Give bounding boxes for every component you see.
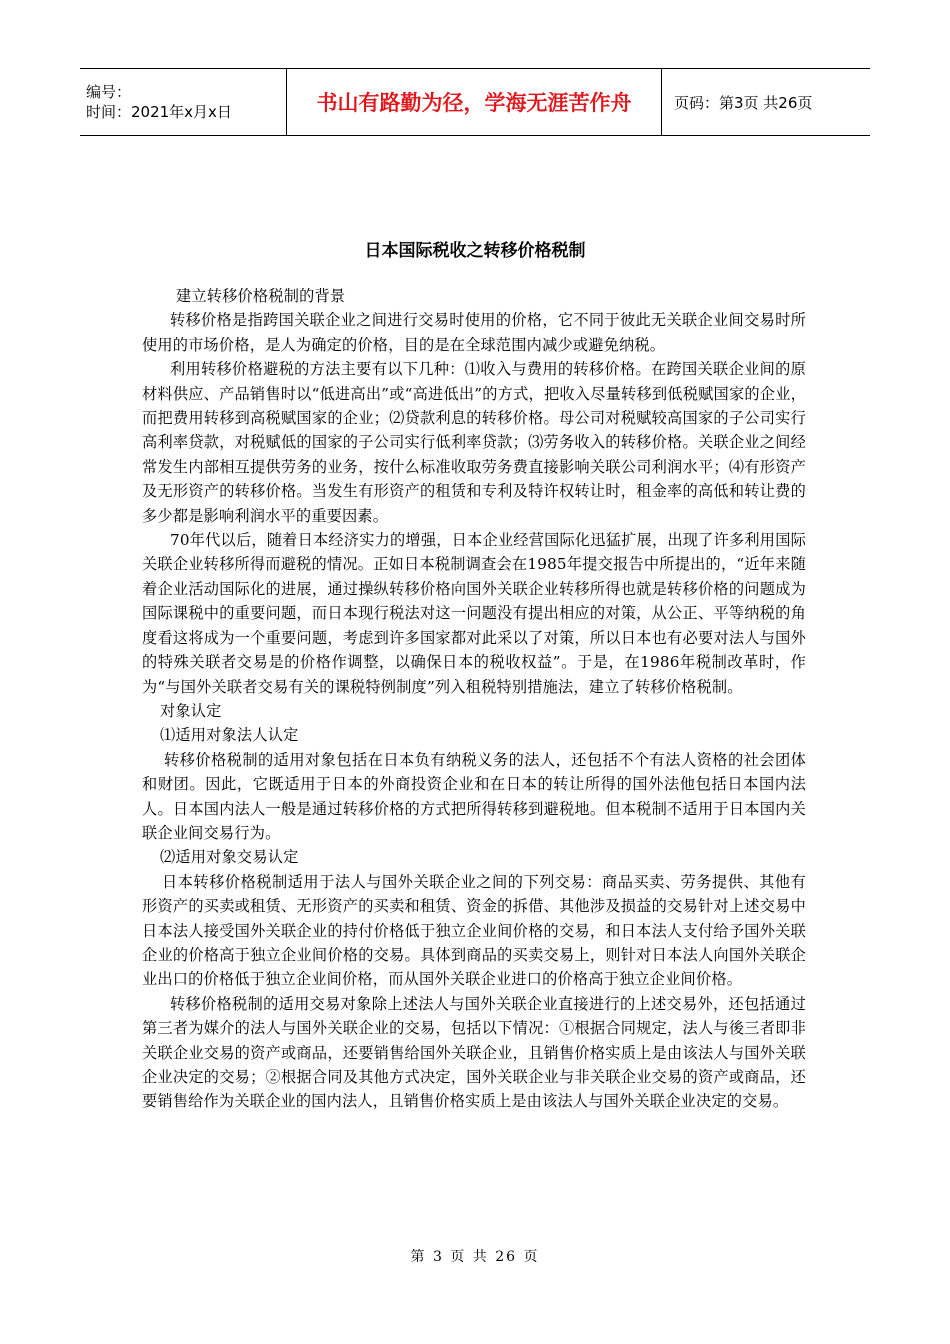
- paragraph: 转移价格税制的适用对象包括在日本负有纳税义务的法人，还包括不个有法人资格的社会团体和财团。因此，它既适用于日本的外商投资企业和在日本的转让所得的国外法他包括日本国内法人。日本国内法人一般是通过转移价格的方式把所得转移到避税地。但本税制不适用于日本国内关联企业间交易行为。: [142, 750, 806, 842]
- document-body: [142, 284, 806, 1114]
- subheading-transaction: ⑵适用对象交易认定: [160, 848, 299, 867]
- page-header: [80, 68, 870, 136]
- header-meta: [80, 69, 287, 136]
- subheading-legal-person: ⑴适用对象法人认定: [160, 726, 299, 745]
- paragraph: 转移价格税制的适用交易对象除上述法人与国外关联企业直接进行的上述交易外，还包括通过第三者为媒介的法人与国外关联企业的交易，包括以下情况：①根据合同规定，法人与後三者即非关联企业交易的资产或商品，还要销售给国外关联企业，且销售价格实质上是由该法人与国外关联企业决定的交易；②根据合同及其他方式决定，国外关联企业与非关联企业交易的资产或商品，还要销售给作为关联企业的国内法人，且销售价格实质上是由该法人与国外关联企业决定的交易。: [142, 994, 806, 1111]
- paragraph: 转移价格是指跨国关联企业之间进行交易时使用的价格，它不同于彼此无关联企业间交易时所使用的市场价格，是人为确定的价格，目的是在全球范围内减少或避免纳税。: [142, 311, 806, 354]
- document-date-label: 时间：2021年x月x日: [86, 103, 232, 121]
- page-footer: 第 3 页 共 26 页: [410, 1249, 540, 1265]
- paragraph: 利用转移价格避税的方法主要有以下几种：⑴收入与费用的转移价格。在跨国关联企业间的原材料供应、产品销售时以“低进高出”或“高进低出”的方式，把收入尽量转移到低税赋国家的企业，而把费用转移到高税赋国家的企业；⑵贷款利息的转移价格。母公司对税赋较高国家的子公司实行高利率贷款，对税赋低的国家的子公司实行低利率贷款；⑶劳务收入的转移价格。关联企业之间经常发生内部相互提供劳务的业务，按什么标准收取劳务费直接影响关联公司利润水平；⑷有形资产及无形资产的转移价格。当发生有形资产的租赁和专利及特许权转让时，租金率的高低和转让费的多少都是影响利润水平的重要因素。: [142, 360, 806, 525]
- header-page-label: 页码：第3页 共26页: [662, 69, 871, 136]
- section-heading-object: 对象认定: [160, 701, 222, 720]
- paragraph: 日本转移价格税制适用于法人与国外关联企业之间的下列交易：商品买卖、劳务提供、其他有形资产的买卖或租赁、无形资产的买卖和租赁、资金的拆借、其他涉及损益的交易针对上述交易中日本法人接受国外关联企业的持付价格低于独立企业间价格的交易，和日本法人支付给予国外关联企业的价格高于独立企业间价格的交易。具体到商品的买卖交易上，则针对日本法人向国外关联企业出口的价格低于独立企业间价格，而从国外关联企业进口的价格高于独立企业间价格。: [142, 872, 806, 989]
- document-title: 日本国际税收之转移价格税制: [364, 241, 586, 261]
- section-heading-background: 建立转移价格税制的背景: [176, 287, 346, 305]
- header-motto: 书山有路勤为径，学海无涯苦作舟: [287, 69, 662, 136]
- document-number-label: 编号：: [86, 83, 132, 101]
- paragraph: 70年代以后，随着日本经济实力的增强，日本企业经营国际化迅猛扩展，出现了许多利用国际关联企业转移所得而避税的情况。正如日本税制调查会在1985年提交报告中所提出的，“近年来随着企业活动国际化的进展，通过操纵转移价格向国外关联企业转移所得也就是转移价格的问题成为国际课税中的重要问题，而日本现行税法对这一问题没有提出相应的对策，从公正、平等纳税的角度看这将成为一个重要问题，考虑到许多国家都对此采以了对策，所以日本也有必要对法人与国外的特殊关联者交易是的价格作调整，以确保日本的税收权益”。于是，在1986年税制改革时，作为“与国外关联者交易有关的课税特例制度”列入租税特别措施法，建立了转移价格税制。: [142, 531, 806, 696]
